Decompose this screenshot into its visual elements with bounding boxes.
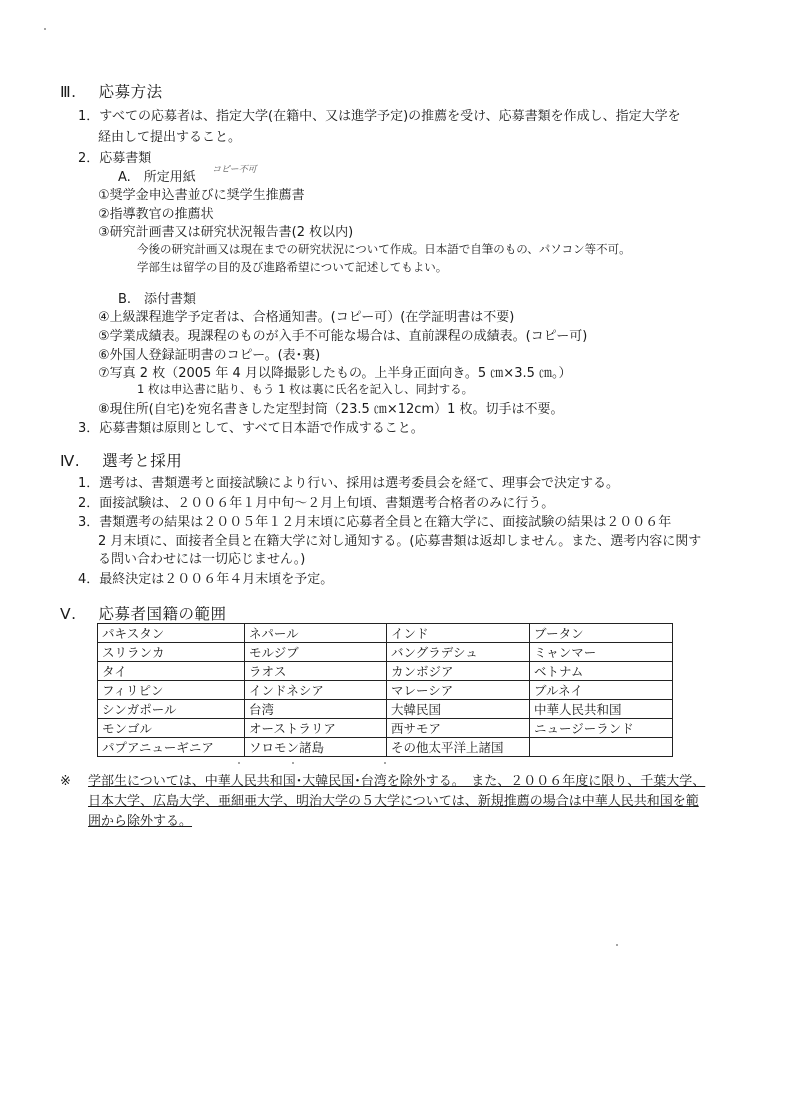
- table-cell: バングラデシュ: [387, 643, 530, 662]
- table-cell: 中華人民共和国: [530, 700, 673, 719]
- subsection-a-label: A. 所定用紙: [118, 170, 196, 185]
- scan-speck: [616, 944, 618, 946]
- subsection-b-label: B. 添付書類: [118, 292, 197, 307]
- section4-item3-line1: 3．書類選考の結果は２００５年１２月末頃に応募者全員と在籍大学に、面接試験の結果は２００６年: [78, 515, 672, 530]
- subsection-a-item: ②指導教官の推薦状: [98, 207, 214, 222]
- table-cell: インド: [387, 624, 530, 643]
- section4-item3-line2: 2 月末頃に、面接者全員と在籍大学に対し通知する。(応募書類は返却しません。また、選考内容に関す: [98, 534, 702, 549]
- table-cell: ニュージーランド: [530, 719, 673, 738]
- table-cell: スリランカ: [98, 643, 245, 662]
- table-cell: ネパール: [245, 624, 387, 643]
- table-cell: パキスタン: [98, 624, 245, 643]
- table-cell: オーストラリア: [245, 719, 387, 738]
- table-row: [98, 681, 673, 700]
- section3-item2: 2．応募書類: [78, 151, 152, 166]
- section3-item1-line2: 経由して提出すること。: [98, 130, 242, 145]
- section4-item3-line3: る問い合わせには一切応じません。): [98, 552, 306, 567]
- table-cell: パプアニューギニア: [98, 738, 245, 757]
- table-row: [98, 719, 673, 738]
- table-cell: ソロモン諸島: [245, 738, 387, 757]
- table-cell: モンゴル: [98, 719, 245, 738]
- table-cell: ラオス: [245, 662, 387, 681]
- table-row: [98, 624, 673, 643]
- table-cell: ブータン: [530, 624, 673, 643]
- section5-heading: [60, 602, 227, 624]
- note-line: 囲から除外する。: [88, 814, 193, 829]
- subsection-b-note: 1 枚は申込書に貼り、もう 1 枚は裏に氏名を記入し、同封する。: [137, 382, 474, 396]
- subsection-a-item: ①奨学金申込書並びに奨学生推薦書: [98, 188, 305, 203]
- section3-number: Ⅲ.: [60, 83, 77, 101]
- table-cell: その他太平洋上諸国: [387, 738, 530, 757]
- table-cell: 台湾: [245, 700, 387, 719]
- table-cell: カンボジア: [387, 662, 530, 681]
- section4-item4: 4．最終決定は２００６年４月末頃を予定。: [78, 572, 334, 587]
- table-cell: ブルネイ: [530, 681, 673, 700]
- table-row: [98, 662, 673, 681]
- section4-item2: 2．面接試験は、２００６年１月中旬～２月上旬頃、書類選考合格者のみに行う。: [78, 496, 555, 511]
- table-cell: インドネシア: [245, 681, 387, 700]
- section4-heading: [60, 449, 182, 471]
- scan-speck: [44, 28, 46, 30]
- table-cell: マレーシア: [387, 681, 530, 700]
- subsection-b-item: ⑦写真 2 枚（2005 年 4 月以降撮影したもの。上半身正面向き。5 ㎝×3.5 ㎝。）: [98, 366, 572, 381]
- table-cell: フィリピン: [98, 681, 245, 700]
- subsection-a-note: 学部生は留学の目的及び進路希望について記述してもよい。: [137, 260, 448, 274]
- handwritten-note: コピー不可: [212, 165, 257, 175]
- section4-item1: 1．選考は、書類選考と面接試験により行い、採用は選考委員会を経て、理事会で決定する。: [78, 476, 620, 491]
- table-row: [98, 738, 673, 757]
- section5-number: Ⅴ.: [60, 605, 77, 623]
- table-cell: 大韓民国: [387, 700, 530, 719]
- scan-speck: [238, 762, 240, 764]
- table-row: [98, 700, 673, 719]
- nationality-table: [97, 623, 673, 757]
- section3-title: 応募方法: [98, 83, 163, 101]
- subsection-a-note: 今後の研究計画又は現在までの研究状況について作成。日本語で自筆のもの、パソコン等不可。: [137, 242, 631, 256]
- subsection-a-item: ③研究計画書又は研究状況報告書(2 枚以内): [98, 225, 354, 240]
- section3-heading: [60, 80, 163, 102]
- table-cell: [530, 738, 673, 757]
- subsection-b-item: ⑧現住所(自宅)を宛名書きした定型封筒（23.5 ㎝×12cm）1 枚。切手は不要。: [98, 402, 564, 417]
- section3-item3: 3．応募書類は原則として、すべて日本語で作成すること。: [78, 421, 424, 436]
- section4-number: Ⅳ.: [60, 452, 81, 470]
- section4-title: 選考と採用: [102, 452, 183, 470]
- table-row: [98, 643, 673, 662]
- section5-title: 応募者国籍の範囲: [98, 605, 227, 623]
- table-cell: ミャンマー: [530, 643, 673, 662]
- table-cell: 西サモア: [387, 719, 530, 738]
- table-cell: シンガポール: [98, 700, 245, 719]
- scan-speck: [384, 762, 386, 764]
- section3-item1-line1: 1．すべての応募者は、指定大学(在籍中、又は進学予定)の推薦を受け、応募書類を作成し、指定大学を: [78, 109, 681, 124]
- subsection-b-item: ④上級課程進学予定者は、合格通知書。(コピー可）(在学証明書は不要): [98, 310, 515, 325]
- note-line: 日本大学、広島大学、亜細亜大学、明治大学の５大学については、新規推薦の場合は中華人民共和国を範: [88, 794, 699, 809]
- subsection-b-item: ⑤学業成績表。現課程のものが入手不可能な場合は、直前課程の成績表。(コピー可): [98, 329, 588, 344]
- table-cell: モルジブ: [245, 643, 387, 662]
- table-cell: ベトナム: [530, 662, 673, 681]
- table-cell: タイ: [98, 662, 245, 681]
- subsection-b-item: ⑥外国人登録証明書のコピー。(表･裏): [98, 348, 321, 363]
- note-line: 学部生については、中華人民共和国･大韓民国･台湾を除外する。 また、２００６年度に限り、千葉大学、: [88, 774, 706, 789]
- scan-speck: [292, 762, 294, 764]
- note-mark: ※: [60, 774, 71, 789]
